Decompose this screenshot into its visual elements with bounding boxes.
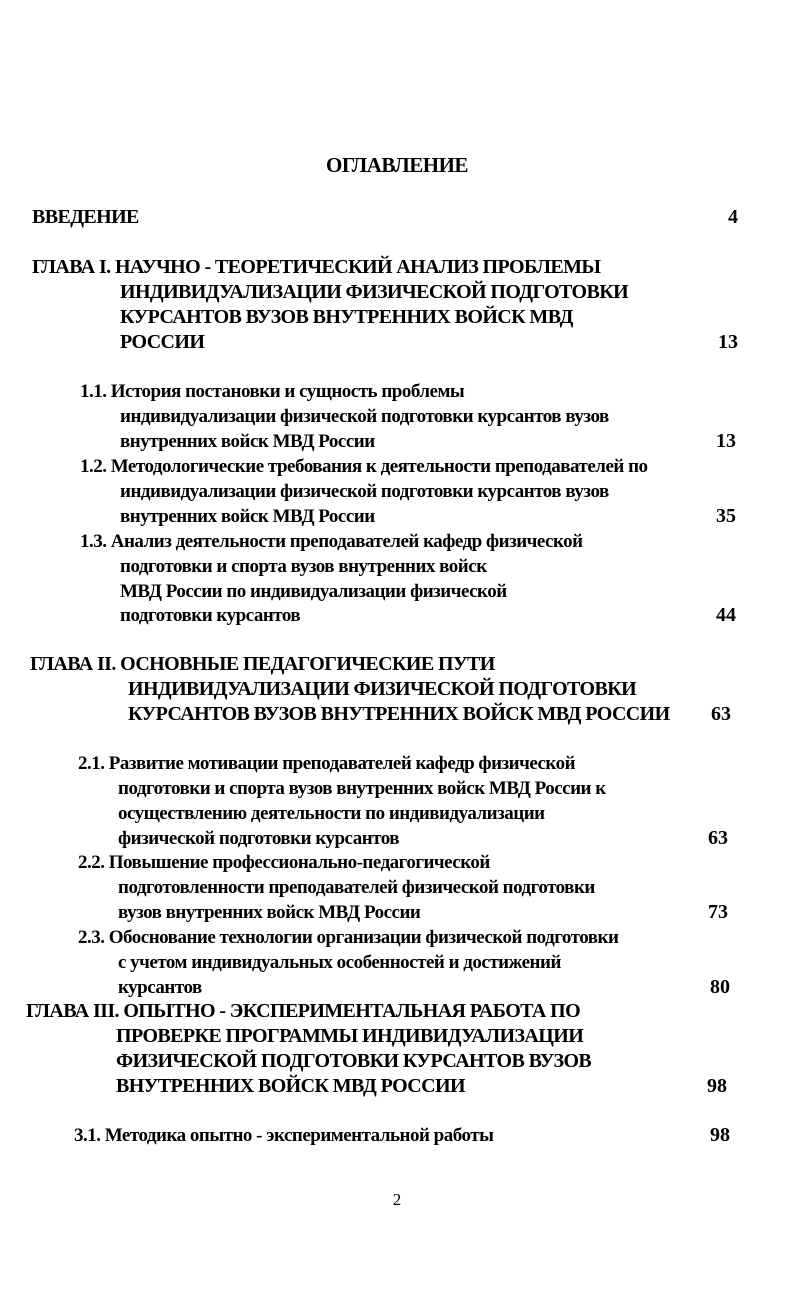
chapter-3-heading-line: ПРОВЕРКЕ ПРОГРАММЫ ИНДИВИДУАЛИЗАЦИИ	[116, 1025, 584, 1047]
section-2-2-page: 73	[708, 901, 728, 923]
section-1-3-line: МВД России по индивидуализации физической	[120, 581, 507, 602]
chapter-2-heading-line: ГЛАВА II. ОСНОВНЫЕ ПЕДАГОГИЧЕСКИЕ ПУТИ	[30, 653, 495, 675]
chapter-3-heading-line: ВНУТРЕННИХ ВОЙСК МВД РОССИИ	[116, 1075, 465, 1097]
section-1-1-page: 13	[716, 430, 736, 452]
section-3-1-line: 3.1. Методика опытно - экспериментальной работы	[74, 1125, 494, 1146]
toc-intro-label: ВВЕДЕНИЕ	[32, 206, 139, 228]
chapter-2-page: 63	[711, 703, 731, 725]
section-2-3-line: 2.3. Обоснование технологии организации физической подготовки	[78, 927, 619, 948]
toc-title: ОГЛАВЛЕНИЕ	[326, 153, 468, 177]
section-2-2-line: вузов внутренних войск МВД России	[118, 902, 421, 923]
section-2-3-line: курсантов	[118, 977, 202, 998]
section-1-2-page: 35	[716, 505, 736, 527]
section-2-1-page: 63	[708, 827, 728, 849]
section-1-1-line: внутренних войск МВД России	[120, 431, 375, 452]
chapter-1-page: 13	[718, 331, 738, 353]
section-1-2-line: 1.2. Методологические требования к деятельности преподавателей по	[80, 456, 648, 477]
section-1-1-line: индивидуализации физической подготовки курсантов вузов	[120, 406, 609, 427]
section-2-2-line: 2.2. Повышение профессионально-педагогической	[78, 852, 490, 873]
section-1-2-line: внутренних войск МВД России	[120, 506, 375, 527]
toc-intro-page: 4	[728, 206, 738, 228]
section-3-1-page: 98	[710, 1124, 730, 1146]
section-1-2-line: индивидуализации физической подготовки курсантов вузов	[120, 481, 609, 502]
chapter-2-heading-line: КУРСАНТОВ ВУЗОВ ВНУТРЕННИХ ВОЙСК МВД РОССИИ	[128, 703, 670, 725]
section-1-3-line: 1.3. Анализ деятельности преподавателей кафедр физической	[80, 531, 583, 552]
chapter-3-page: 98	[707, 1075, 727, 1097]
section-2-3-page: 80	[710, 976, 730, 998]
chapter-1-heading-line: КУРСАНТОВ ВУЗОВ ВНУТРЕННИХ ВОЙСК МВД	[120, 306, 573, 328]
section-2-1-line: физической подготовки курсантов	[118, 828, 400, 849]
chapter-3-heading-line: ГЛАВА III. ОПЫТНО - ЭКСПЕРИМЕНТАЛЬНАЯ РАБОТА ПО	[26, 1000, 581, 1022]
section-2-1-line: 2.1. Развитие мотивации преподавателей кафедр физической	[78, 753, 576, 774]
chapter-1-heading-line: РОССИИ	[120, 331, 205, 353]
section-1-3-page: 44	[716, 604, 736, 626]
chapter-2-heading-line: ИНДИВИДУАЛИЗАЦИИ ФИЗИЧЕСКОЙ ПОДГОТОВКИ	[128, 678, 637, 700]
section-1-3-line: подготовки и спорта вузов внутренних войск	[120, 556, 487, 577]
chapter-1-heading-line: ИНДИВИДУАЛИЗАЦИИ ФИЗИЧЕСКОЙ ПОДГОТОВКИ	[120, 281, 629, 303]
section-2-1-line: осуществлению деятельности по индивидуализации	[118, 803, 545, 824]
section-1-3-line: подготовки курсантов	[120, 605, 301, 626]
chapter-1-heading-line: ГЛАВА I. НАУЧНО - ТЕОРЕТИЧЕСКИЙ АНАЛИЗ ПРОБЛЕМЫ	[32, 256, 601, 278]
page-number: 2	[392, 1190, 402, 1209]
section-2-1-line: подготовки и спорта вузов внутренних войск МВД России к	[118, 778, 606, 799]
section-1-1-line: 1.1. История постановки и сущность проблемы	[80, 381, 465, 402]
section-2-3-line: с учетом индивидуальных особенностей и достижений	[118, 952, 561, 973]
chapter-3-heading-line: ФИЗИЧЕСКОЙ ПОДГОТОВКИ КУРСАНТОВ ВУЗОВ	[116, 1050, 592, 1072]
section-2-2-line: подготовленности преподавателей физической подготовки	[118, 877, 595, 898]
